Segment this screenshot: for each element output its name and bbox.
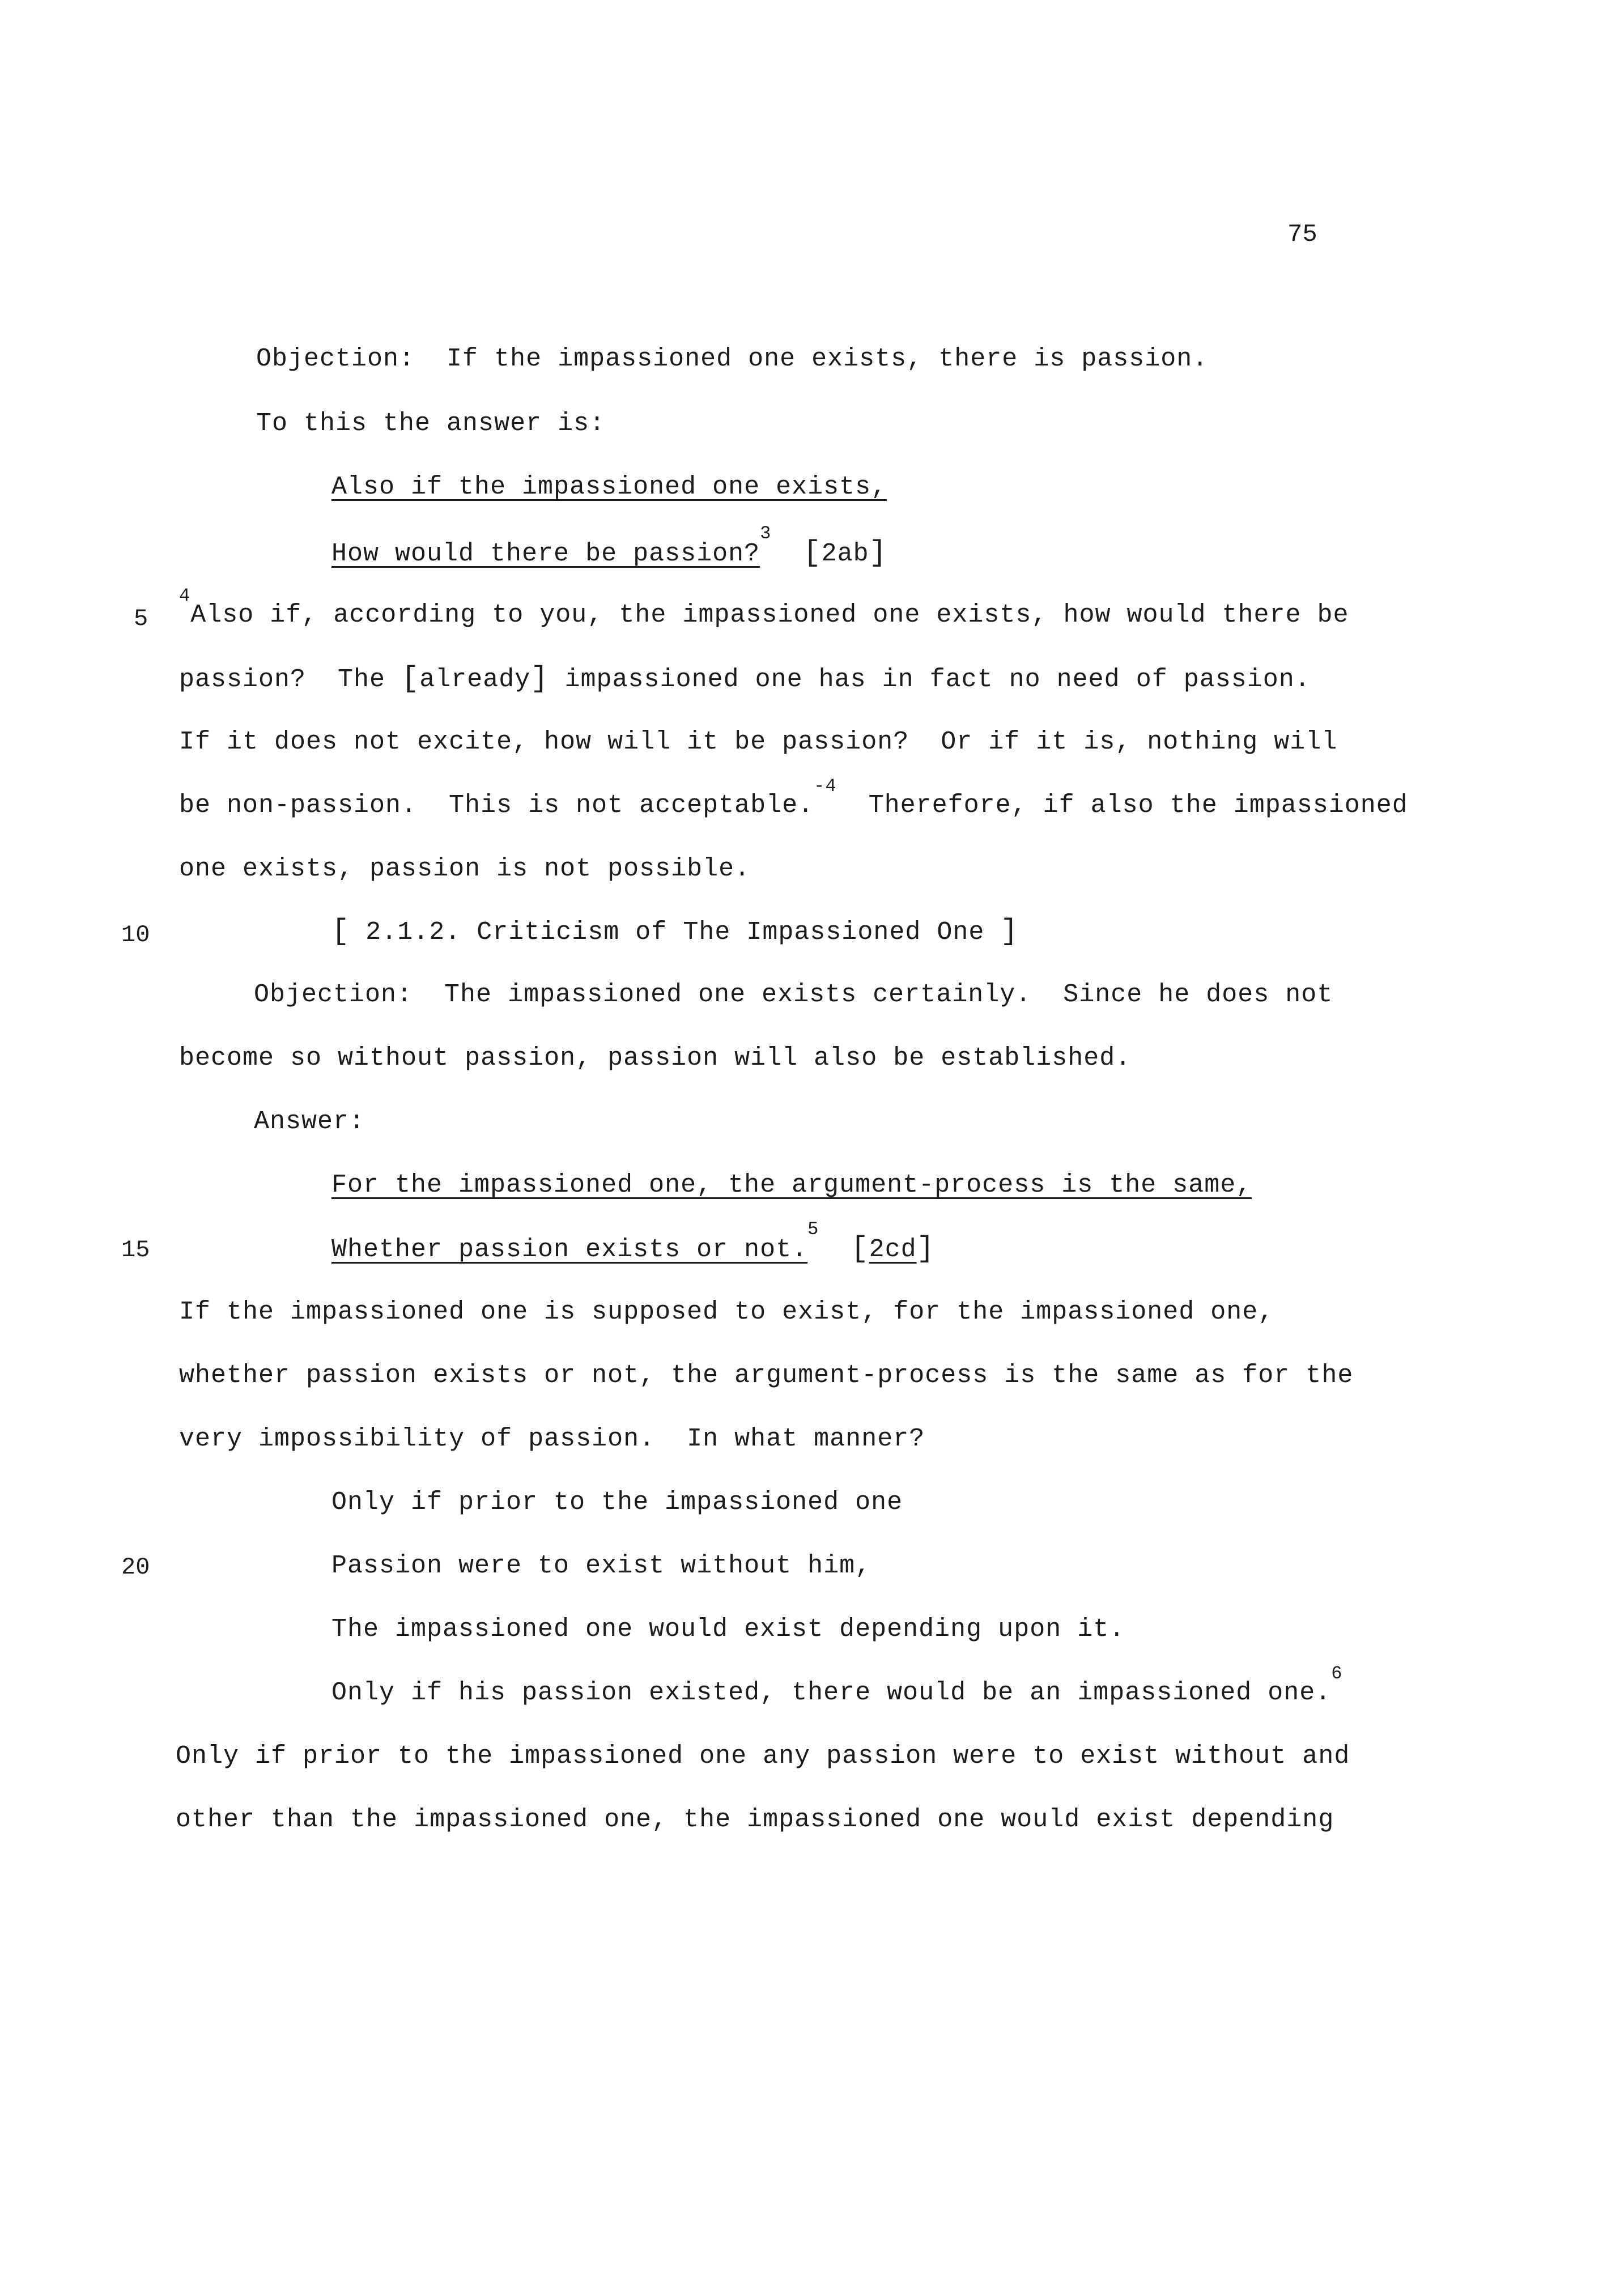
verse-text: Also if the impassioned one exists, [331,473,887,501]
line-number: 5 [134,605,148,632]
footnote-marker: 5 [807,1219,819,1240]
footnote-marker: 4 [179,585,191,606]
bracketed-insertion: already [419,665,531,694]
paragraph-line: If it does not excite, how will it be passion? Or if it is, nothing will [179,728,1338,756]
verse-line-3 [331,1170,1252,1201]
paragraph-text: Also if, according to you, the impassioned one exists, how would there be [190,601,1349,630]
paragraph-line: whether passion exists or not, the argument-process is the same as for the [179,1361,1354,1390]
paragraph-line: passion? The [already] impassioned one has in fact no need of passion. [179,662,1311,695]
line-number: 15 [121,1236,150,1264]
answer-intro-line: To this the answer is: [256,409,606,438]
answer-label: Answer: [254,1107,365,1136]
paragraph-line: Only if prior to the impassioned one any passion were to exist without and [176,1742,1350,1771]
verse-text: Whether passion exists or not. [331,1235,808,1264]
heading-text: 2.1.2. Criticism of The Impassioned One [365,918,985,947]
paragraph-line: one exists, passion is not possible. [179,854,751,883]
verse-line: Only if prior to the impassioned one [331,1488,903,1517]
verse-text: How would there be passion? [331,539,760,568]
verse-reference: 2ab [821,539,869,568]
footnote-marker: 3 [760,523,772,544]
verse-reference: 2cd [869,1235,917,1264]
footnote-marker: 6 [1331,1663,1343,1684]
verse-line: The impassioned one would exist depending upon it. [331,1615,1125,1644]
verse-line-4: Whether passion exists or not.$^5$ [2cd] [331,1219,935,1265]
verse-text: Only if his passion existed, there would be an impassioned one. [331,1678,1332,1707]
objection-line: Objection: The impassioned one exists certainly. Since he does not [254,980,1333,1009]
paragraph-text: impassioned one has in fact no need of passion. [549,665,1311,694]
verse-line [331,1663,1343,1709]
verse-line-1 [331,471,887,503]
line-number: 20 [121,1554,150,1581]
line-number: 10 [121,921,150,949]
paragraph-line: become so without passion, passion will also be established. [179,1044,1132,1073]
paragraph-line: If the impassioned one is supposed to exist, for the impassioned one, [179,1298,1274,1326]
verse-line-2: How would there be passion?$^3$ [2ab] [331,523,887,569]
paragraph-line: other than the impassioned one, the impassioned one would exist depending [176,1805,1334,1834]
footnote-marker: -4 [814,776,837,797]
objection-line: Objection: If the impassioned one exists, there is passion. [256,345,1209,373]
verse-line: Passion were to exist without him, [331,1551,871,1580]
paragraph-line [179,776,1408,822]
page-number: 75 [1287,220,1317,249]
paragraph-text: passion? The [179,665,402,694]
verse-text: For the impassioned one, the argument-process is the same, [331,1171,1252,1200]
paragraph-text: Therefore, if also the impassioned [868,791,1408,820]
paragraph-line: very impossibility of passion. In what manner? [179,1425,925,1453]
paragraph-text: be non-passion. This is not acceptable. [179,791,814,820]
section-heading: [ 2.1.2. Criticism of The Impassioned One ] [331,915,1019,948]
paragraph-line [179,585,1349,631]
